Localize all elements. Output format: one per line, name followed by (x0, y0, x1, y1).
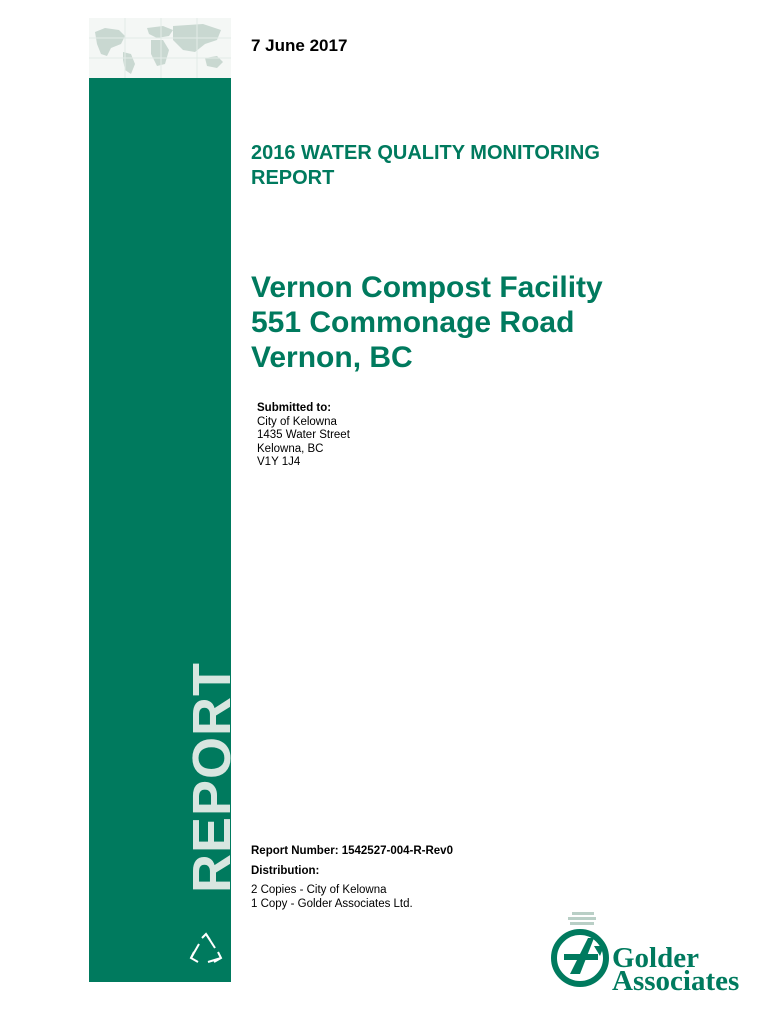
golder-logo-icon (550, 912, 614, 990)
submitted-to-line: Kelowna, BC (257, 442, 324, 455)
world-map-icon (89, 18, 231, 78)
recycle-icon (188, 932, 224, 968)
site-title (251, 270, 711, 375)
golder-logo (550, 912, 740, 997)
submitted-to-block (257, 402, 350, 470)
report-type-line: REPORT (251, 167, 335, 189)
logo-word-golder: Golder (612, 942, 699, 974)
site-city: Vernon, BC (251, 341, 413, 374)
site-name: Vernon Compost Facility (251, 271, 603, 304)
submitted-to-line: 1435 Water Street (257, 429, 350, 441)
distribution-line: 1 Copy - Golder Associates Ltd. (251, 897, 413, 910)
site-address: 551 Commonage Road (251, 306, 575, 339)
sidebar-report-label: REPORT (182, 661, 242, 893)
report-type-heading (251, 141, 671, 191)
report-type-line: 2016 WATER QUALITY MONITORING (251, 142, 600, 164)
submitted-to-label: Submitted to: (257, 402, 332, 414)
report-meta-block (251, 845, 453, 911)
report-number: Report Number: 1542527-004-R-Rev0 (251, 845, 453, 857)
distribution-label: Distribution: (251, 864, 320, 877)
report-date: 7 June 2017 (251, 36, 348, 55)
distribution-line: 2 Copies - City of Kelowna (251, 884, 387, 896)
submitted-to-line: V1Y 1J4 (257, 456, 301, 468)
logo-word-associates: Associates (612, 965, 740, 997)
submitted-to-line: City of Kelowna (257, 415, 337, 428)
